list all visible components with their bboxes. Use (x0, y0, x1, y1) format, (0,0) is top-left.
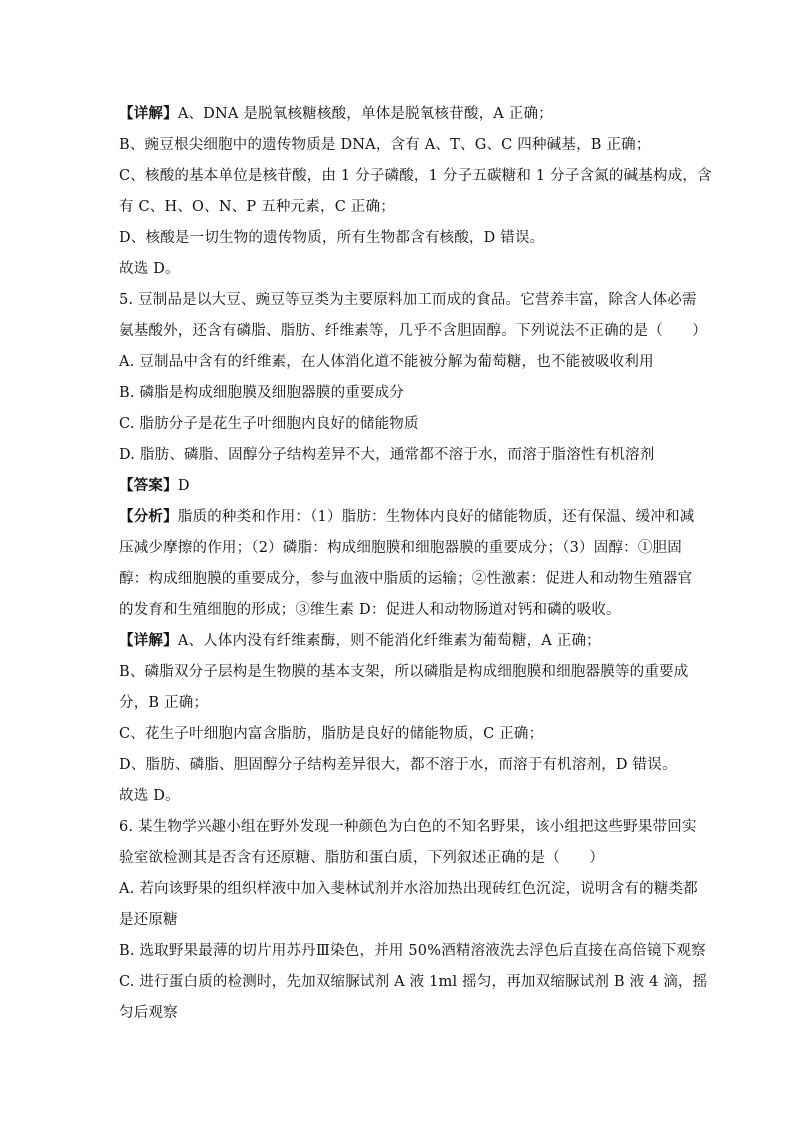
line-text: A、人体内没有纤维素酶，则不能消化纤维素为葡萄糖，A 正确； (177, 633, 601, 649)
line-text: 醇：构成细胞膜的重要成分，参与血液中脂质的运输；②性激素：促进人和动物生殖器官 (119, 571, 693, 587)
line-text: 脂质的种类和作用：（1）脂肪：生物体内良好的储能物质，还有保温、缓冲和减 (177, 509, 695, 525)
line-text: 的发育和生殖细胞的形成；③维生素 D：促进人和动物肠道对钙和磷的吸收。 (119, 602, 621, 618)
option-line (119, 352, 689, 372)
section-label: 【答案】 (119, 477, 178, 494)
option-line (119, 414, 689, 434)
line-text: 匀后观察 (119, 1005, 178, 1021)
line-text: 压减少摩擦的作用；（2）磷脂：构成细胞膜和细胞器膜的重要成分；（3）固醇：①胆固 (119, 540, 682, 556)
line-text: 6. 某生物学兴趣小组在野外发现一种颜色为白色的不知名野果，该小组把这些野果带回实 (119, 819, 697, 835)
text-line (119, 569, 693, 589)
line-text: A、DNA 是脱氧核糖核酸，单体是脱氧核苷酸，A 正确； (177, 106, 553, 122)
option-line (119, 879, 698, 899)
section-label: 【分析】 (119, 508, 178, 525)
text-line (119, 228, 689, 248)
section-label: 【详解】 (119, 105, 178, 122)
line-text: A. 若向该野果的组织样液中加入斐林试剂并水浴加热出现砖红色沉淀，说明含有的糖类都 (119, 881, 698, 897)
text-line (119, 104, 689, 124)
line-text: C. 进行蛋白质的检测时，先加双缩脲试剂 A 液 1ml 摇匀，再加双缩脲试剂 B 液 4 滴，摇 (119, 974, 708, 990)
text-line (119, 786, 689, 806)
text-line (119, 693, 689, 713)
option-line (119, 383, 689, 403)
option-line (119, 941, 706, 961)
option-line (119, 445, 689, 465)
line-text: 故选 D。 (119, 261, 180, 277)
line-text: B. 磷脂是构成细胞膜及细胞器膜的重要成分 (119, 385, 405, 401)
line-text: C、核酸的基本单位是核苷酸，由 1 分子磷酸，1 分子五碳糖和 1 分子含氮的碱基构成，含 (119, 168, 712, 184)
line-text: 氨基酸外，还含有磷脂、脂肪、纤维素等，几乎不含胆固醇。下列说法不正确的是（ ） (119, 323, 707, 339)
line-text: 是还原糖 (119, 912, 178, 928)
text-line (119, 259, 689, 279)
line-text: 故选 D。 (119, 788, 180, 804)
question-line (119, 290, 697, 310)
section-label: 【详解】 (119, 632, 178, 649)
option-line (119, 1003, 689, 1023)
line-text: D (177, 478, 190, 494)
question-line (119, 848, 689, 868)
text-line (119, 724, 689, 744)
line-text: B、豌豆根尖细胞中的遗传物质是 DNA，含有 A、T、G、C 四种碱基，B 正确； (119, 137, 651, 153)
line-text: 分，B 正确； (119, 695, 209, 711)
line-text: A. 豆制品中含有的纤维素，在人体消化道不能被分解为葡萄糖，也不能被吸收利用 (119, 354, 654, 370)
question-line (119, 321, 707, 341)
text-line (119, 755, 689, 775)
option-line (119, 972, 708, 992)
line-text: 验室欲检测其是否含有还原糖、脂肪和蛋白质，下列叙述正确的是（ ） (119, 850, 605, 866)
text-line (119, 600, 689, 620)
text-line (119, 197, 689, 217)
answer-line (119, 476, 689, 496)
analysis-line (119, 507, 695, 527)
detail-line (119, 631, 689, 651)
question-line (119, 817, 697, 837)
line-text: C、花生子叶细胞内富含脂肪，脂肪是良好的储能物质，C 正确； (119, 726, 544, 742)
line-text: D、脂肪、磷脂、胆固醇分子结构差异很大，都不溶于水，而溶于有机溶剂，D 错误。 (119, 757, 677, 773)
option-line (119, 910, 689, 930)
text-line (119, 135, 689, 155)
line-text: B、磷脂双分子层构是生物膜的基本支架，所以磷脂是构成细胞膜和细胞器膜等的重要成 (119, 664, 689, 680)
text-line (119, 538, 689, 558)
line-text: 有 C、H、O、N、P 五种元素，C 正确； (119, 199, 395, 215)
line-text: C. 脂肪分子是花生子叶细胞内良好的储能物质 (119, 416, 419, 432)
text-line (119, 662, 689, 682)
text-line (119, 166, 712, 186)
line-text: 5. 豆制品是以大豆、豌豆等豆类为主要原料加工而成的食品。它营养丰富，除含人体必需 (119, 292, 697, 308)
line-text: D. 脂肪、磷脂、固醇分子结构差异不大，通常都不溶于水，而溶于脂溶性有机溶剂 (119, 447, 655, 463)
line-text: B. 选取野果最薄的切片用苏丹Ⅲ染色，并用 50%酒精溶液洗去浮色后直接在高倍镜下观察 (119, 943, 706, 959)
line-text: D、核酸是一切生物的遗传物质，所有生物都含有核酸，D 错误。 (119, 230, 545, 246)
